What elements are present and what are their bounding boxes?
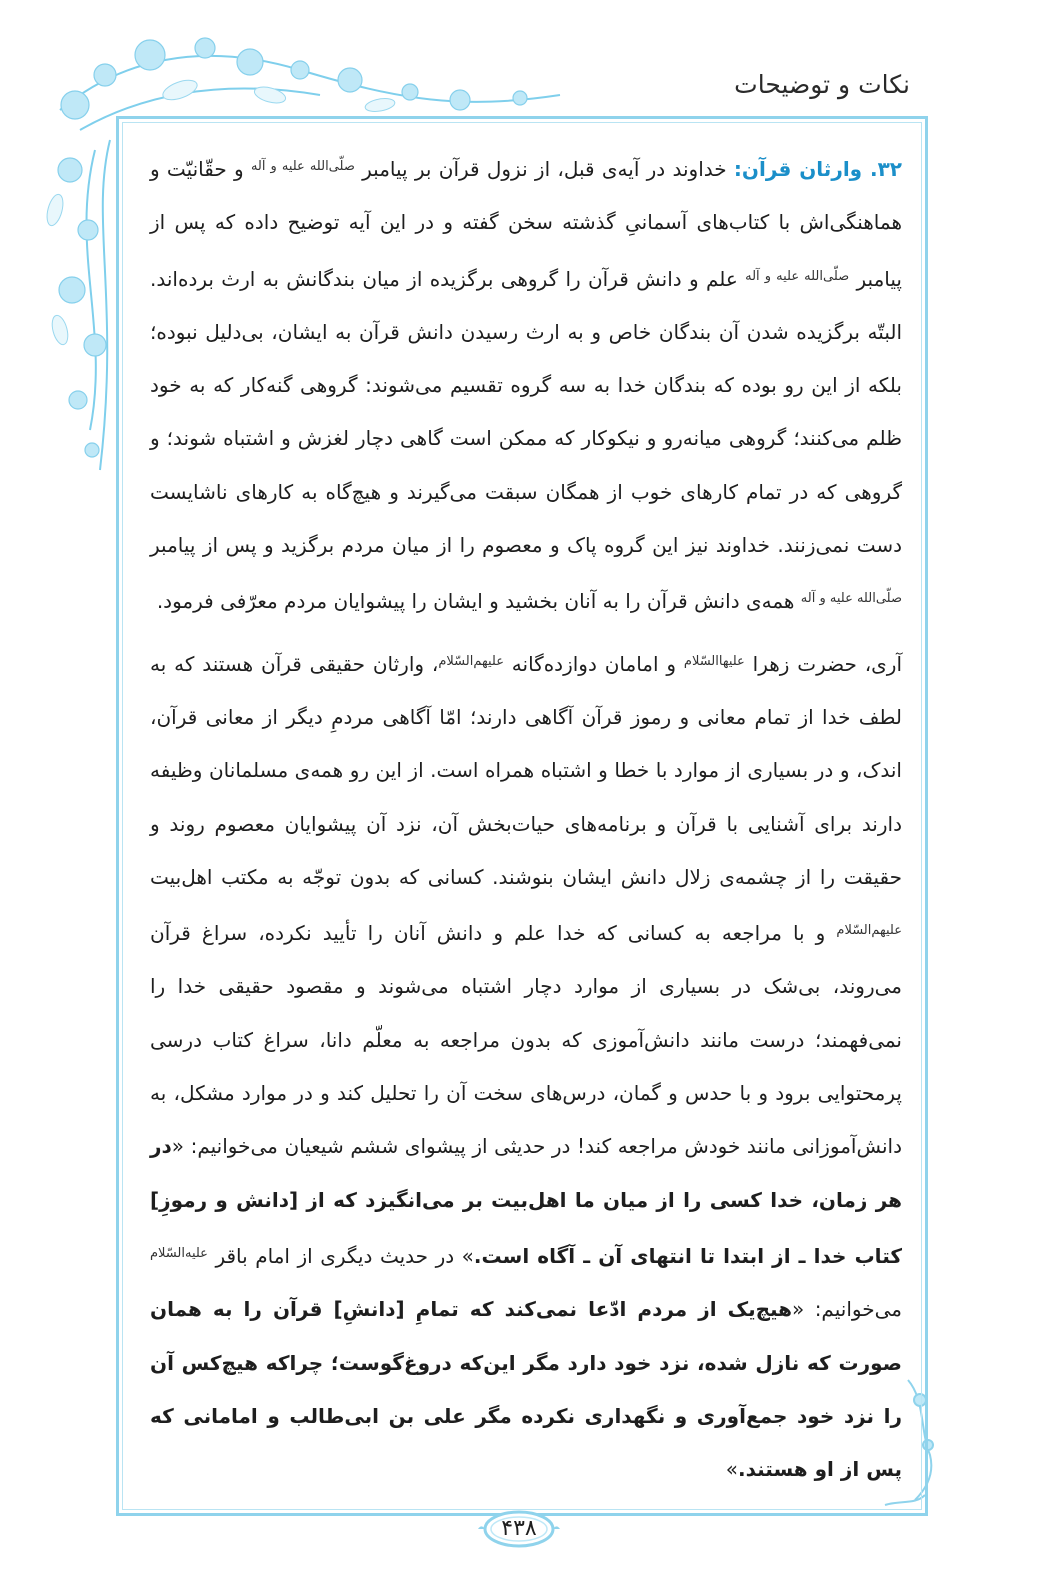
honorific-prophet: صلّی‌الله علیه و آله: [800, 591, 902, 607]
page-number: ۴۳۸: [501, 1516, 537, 1541]
paragraph-1-text-3: علم و دانش قرآن را گروهی برگزیده از میان بندگانش به ارث برده‌اند. البتّه برگزیده شدن آن بندگان خاص و به ارث رسیدن دانش قرآن به ایشان، بی‌دلیل نبوده؛ بلکه از این رو بوده که بندگان خدا به سه گروه تقسیم می‌شوند: گروهی گنه‌کار که به خود ظلم می‌کنند؛ گروهی میانه‌رو و نیکوکار که ممکن است گاهی دچار لغزش و اشتباه شوند؛ و گروهی که در تمام کارهای خوب از همگان سبقت می‌گیرند و هیچ‌گاه به کارهای ناشایست دست نمی‌زنند. خداوند نیز این گروه پاک و معصوم را از میان مردم برگزید و پس از پیامبر: [150, 266, 902, 558]
page-number-badge: [470, 1506, 568, 1552]
paragraph-1-text-1: خداوند در آیه‌ی قبل، از نزول قرآن بر پیامبر: [354, 157, 734, 181]
paragraph-2-text-6: می‌خوانیم: «: [792, 1297, 902, 1322]
hadith-quote-1: در هر زمان، خدا کسی را از میان ما اهل‌بیت بر می‌انگیزد که از [دانش و رموزِ] کتاب خدا ـ از ابتدا تا انتهای آن ـ آگاه است.: [150, 1134, 902, 1268]
paragraph-2: [150, 635, 902, 1497]
honorific-prophet: صلّی‌الله علیه و آله: [250, 159, 355, 174]
honorific-prophet: صلّی‌الله علیه و آله: [745, 268, 850, 284]
hadith-quote-2: هیچ‌یک از مردم ادّعا نمی‌کند که تمامِ [دانشِ] قرآن را به همان صورت که نازل شده، نزد خود دارد مگر این‌که دروغ‌گوست؛ چراکه هیچ‌کس آن را نزد خود جمع‌آوری و نگهداری نکرده مگر علی بن ابی‌طالب و امامانی که پس از او هستند.: [150, 1297, 902, 1482]
paragraph-2-text-3: ، وارثان حقیقی قرآن هستند که به لطف خدا از تمام معانی و رموز قرآن آگاهی دارند؛ امّا آگاهی مردمِ دیگر از معانی قرآن، اندک، و در بسیاری از موارد با خطا و اشتباه همراه است. از این رو همه‌ی مسلمانان وظیفه دارند برای آشنایی با قرآن و برنامه‌های حیات‌بخش آن، نزد آن پیشوایان معصوم روند و حقیقت را از چشمه‌ی زلال دانش ایشان بنوشند. کسانی که بدون توجّه به مکتب اهل‌بیت: [150, 651, 902, 889]
section-heading: ۳۲. وارثان قرآن:: [733, 157, 903, 181]
paragraph-1-text-4: همه‌ی دانش قرآن را به آنان بخشید و ایشان را پیشوایان مردم معرّفی فرمود.: [156, 589, 801, 614]
running-header-title: نکات و توضیحات: [734, 70, 910, 99]
paragraph-2-text-5: » در حدیث دیگری از امام باقر: [207, 1243, 474, 1268]
honorific-imams: علیهم‌السّلام: [438, 653, 504, 669]
honorific-imam: علیه‌السّلام: [150, 1245, 208, 1261]
paragraph-2-text-1: آری، حضرت زهرا: [744, 651, 903, 676]
honorific-imams: علیهم‌السّلام: [836, 923, 902, 939]
honorific-lady: علیهاالسّلام: [683, 653, 745, 669]
paragraph-2-text-2: و امامان دوازده‌گانه: [503, 651, 684, 676]
paragraph-2-text-7: »: [725, 1457, 738, 1482]
content-body: [150, 140, 902, 1496]
paragraph-1: [150, 140, 902, 629]
paragraph-1-text-2: و حقّانیّت و هماهنگی‌اش با کتاب‌های آسمانیِ گذشته سخن گفته و در این آیه توضیح داده که پس از پیامبر: [150, 157, 902, 291]
paragraph-2-text-4: و با مراجعه به کسانی که خدا علم و دانش آنان را تأیید نکرده، سراغ قرآن می‌روند، بی‌شک در بسیاری از موارد دچار اشتباه می‌شوند و مقصود حقیقی خدا را نمی‌فهمند؛ درست مانند دانش‌آموزی که بدون مراجعه به معلّم دانا، سراغ کتاب درسی پرمحتوایی برود و با حدس و گمان، درس‌های سخت آن را تحلیل کند و در موارد مشکل، به دانش‌آموزانی مانند خودش مراجعه کند! در حدیثی از پیشوای ششم شیعیان می‌خوانیم: «: [150, 921, 902, 1159]
